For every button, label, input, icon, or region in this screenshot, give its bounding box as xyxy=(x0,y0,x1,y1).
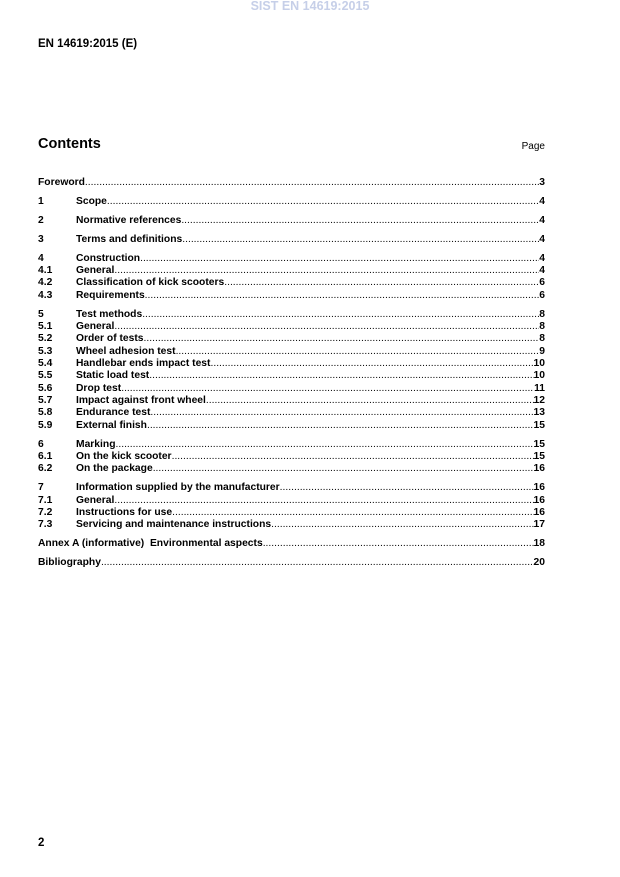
toc-entry xyxy=(38,177,545,189)
toc-dot-leader xyxy=(176,346,540,358)
toc-entry xyxy=(38,215,545,227)
toc-entry-page: 4 xyxy=(539,252,545,264)
toc-entry-page: 3 xyxy=(539,177,545,188)
toc-entry-page: 16 xyxy=(533,494,545,506)
toc-dot-leader xyxy=(181,215,539,227)
toc-entry-number: 4.1 xyxy=(38,265,53,277)
toc-entry-number: 5.7 xyxy=(38,395,53,407)
toc-entry-title: Servicing and maintenance instructions xyxy=(76,519,272,531)
toc-entry-title: On the kick scooter xyxy=(76,451,172,463)
toc-entry-number: 5.5 xyxy=(38,370,53,382)
toc-entry xyxy=(38,420,545,432)
toc-entry xyxy=(38,253,545,265)
toc-entry-title: Marking xyxy=(76,438,116,450)
toc-group xyxy=(38,215,545,227)
toc-entry-page: 8 xyxy=(539,308,545,320)
toc-dot-leader xyxy=(114,495,533,507)
toc-entry-title: Annex A (informative) Environmental aspects xyxy=(38,538,263,550)
toc-entry-title: Static load test xyxy=(76,370,150,382)
toc-entry xyxy=(38,507,545,519)
toc-entry-title: Normative references xyxy=(76,214,182,226)
toc-entry-title: Order of tests xyxy=(76,333,144,345)
toc-group xyxy=(38,309,545,432)
toc-entry xyxy=(38,495,545,507)
toc-entry xyxy=(38,309,545,321)
footer-page-number: 2 xyxy=(38,837,45,849)
toc-dot-leader xyxy=(107,196,539,208)
toc-entry xyxy=(38,407,545,419)
toc-entry-number: 5.3 xyxy=(38,345,53,357)
toc-dot-leader xyxy=(210,358,533,370)
toc-dot-leader xyxy=(142,309,539,321)
toc-entry-title: Handlebar ends impact test xyxy=(76,358,211,370)
toc-entry-title: Bibliography xyxy=(38,557,101,569)
document-id-header: EN 14619:2015 (E) xyxy=(38,38,138,50)
toc-entry-number: 6.1 xyxy=(38,451,53,463)
toc-entry-page: 4 xyxy=(539,265,545,277)
toc-entry-number: 5.2 xyxy=(38,333,53,345)
toc-entry-title: Construction xyxy=(76,252,141,264)
toc-entry-number: 7 xyxy=(38,482,44,494)
toc-group xyxy=(38,177,545,189)
toc-dot-leader xyxy=(149,370,533,382)
toc-dot-leader xyxy=(271,519,533,531)
toc-entry-title: Test methods xyxy=(76,308,143,320)
toc-dot-leader xyxy=(101,557,534,569)
toc-entry-title: General xyxy=(76,494,115,506)
toc-entry-title: Drop test xyxy=(76,382,122,394)
toc-dot-leader xyxy=(145,290,540,302)
toc-entry-number: 5.4 xyxy=(38,358,53,370)
toc-entry xyxy=(38,538,545,550)
toc-entry-number: 5 xyxy=(38,308,44,320)
toc-group xyxy=(38,439,545,476)
toc-entry-number: 5.8 xyxy=(38,407,53,419)
toc-dot-leader xyxy=(115,439,533,451)
toc-entry-page: 10 xyxy=(533,358,545,370)
toc-entry xyxy=(38,290,545,302)
toc-entry xyxy=(38,321,545,333)
toc-entry xyxy=(38,395,545,407)
toc-entry-page: 10 xyxy=(533,370,545,382)
toc-entry-page: 4 xyxy=(539,195,545,207)
toc-entry-title: Classification of kick scooters xyxy=(76,277,225,289)
toc-entry-number: 5.6 xyxy=(38,382,53,394)
toc-entry-page: 16 xyxy=(533,463,545,475)
toc-entry xyxy=(38,277,545,289)
toc-entry-title: Wheel adhesion test xyxy=(76,345,176,357)
toc-entry-page: 13 xyxy=(533,407,545,419)
toc-group xyxy=(38,234,545,246)
toc-entry xyxy=(38,383,545,395)
toc-dot-leader xyxy=(85,177,539,189)
toc-entry-page: 18 xyxy=(533,538,545,550)
toc-entry-title: On the package xyxy=(76,463,153,475)
toc-entry-page: 9 xyxy=(539,345,545,357)
toc-entry-page: 16 xyxy=(533,482,545,494)
toc-entry-page: 6 xyxy=(539,277,545,289)
toc-entry-title: Foreword xyxy=(38,177,85,188)
toc-entry-page: 15 xyxy=(533,438,545,450)
toc-entry-page: 16 xyxy=(533,507,545,519)
toc-entry-title: Terms and definitions xyxy=(76,233,183,245)
toc-dot-leader xyxy=(280,482,534,494)
toc-entry-number: 5.9 xyxy=(38,419,53,431)
toc-dot-leader xyxy=(263,538,534,550)
toc-entry-page: 4 xyxy=(539,233,545,245)
toc-entry-title: Instructions for use xyxy=(76,507,173,519)
toc-entry-number: 5.1 xyxy=(38,321,53,333)
toc-entry-page: 11 xyxy=(534,382,545,394)
toc-entry xyxy=(38,519,545,531)
toc-entry xyxy=(38,370,545,382)
toc-entry-title: Scope xyxy=(76,195,107,207)
toc-entry-number: 4.3 xyxy=(38,289,53,301)
toc-entry xyxy=(38,234,545,246)
toc-entry-number: 1 xyxy=(38,195,44,207)
toc-dot-leader xyxy=(121,383,534,395)
toc-entry-number: 7.1 xyxy=(38,494,53,506)
toc-dot-leader xyxy=(172,451,534,463)
toc-entry-page: 15 xyxy=(533,451,545,463)
toc-entry xyxy=(38,439,545,451)
toc-entry-title: Impact against front wheel xyxy=(76,395,206,407)
toc-entry xyxy=(38,451,545,463)
toc-entry-page: 6 xyxy=(539,289,545,301)
toc-entry xyxy=(38,265,545,277)
toc-entry-title: General xyxy=(76,321,115,333)
toc-entry-title: Requirements xyxy=(76,289,145,301)
toc-entry-number: 6 xyxy=(38,438,44,450)
toc-entry-page: 17 xyxy=(533,519,545,531)
toc-entry xyxy=(38,557,545,569)
toc-entry-title: Endurance test xyxy=(76,407,151,419)
toc-entry-number: 4.2 xyxy=(38,277,53,289)
toc-dot-leader xyxy=(140,253,539,265)
toc-dot-leader xyxy=(182,234,539,246)
toc-entry-page: 12 xyxy=(533,395,545,407)
toc-entry-page: 8 xyxy=(539,333,545,345)
contents-heading: Contents xyxy=(38,136,101,152)
toc-dot-leader xyxy=(114,321,539,333)
toc-dot-leader xyxy=(153,463,534,475)
toc-dot-leader xyxy=(172,507,533,519)
toc-entry xyxy=(38,333,545,345)
toc-group xyxy=(38,196,545,208)
toc-entry xyxy=(38,358,545,370)
toc-entry-page: 20 xyxy=(533,557,545,569)
toc-group xyxy=(38,557,545,569)
toc-list xyxy=(38,177,545,570)
toc-entry xyxy=(38,482,545,494)
toc-group xyxy=(38,482,545,531)
toc-entry-number: 4 xyxy=(38,252,44,264)
toc-entry xyxy=(38,463,545,475)
toc-dot-leader xyxy=(224,277,539,289)
toc-entry xyxy=(38,346,545,358)
toc-dot-leader xyxy=(150,407,533,419)
toc-entry-number: 2 xyxy=(38,214,44,226)
toc-entry-title: General xyxy=(76,265,115,277)
toc-entry-title: External finish xyxy=(76,419,147,431)
toc-group xyxy=(38,538,545,550)
toc-entry-title: Information supplied by the manufacturer xyxy=(76,482,280,494)
toc-dot-leader xyxy=(147,420,534,432)
toc-entry-number: 7.3 xyxy=(38,519,53,531)
toc-entry-page: 4 xyxy=(539,214,545,226)
watermark: SIST EN 14619:2015 xyxy=(250,0,370,13)
toc-entry-page: 15 xyxy=(533,419,545,431)
toc-dot-leader xyxy=(206,395,534,407)
toc-entry xyxy=(38,196,545,208)
toc-dot-leader xyxy=(144,333,540,345)
page-column-label: Page xyxy=(521,141,545,152)
toc-entry-number: 7.2 xyxy=(38,507,53,519)
toc-entry-page: 8 xyxy=(539,321,545,333)
toc-dot-leader xyxy=(114,265,539,277)
toc-entry-number: 3 xyxy=(38,233,44,245)
toc-entry-number: 6.2 xyxy=(38,463,53,475)
toc-group xyxy=(38,253,545,302)
